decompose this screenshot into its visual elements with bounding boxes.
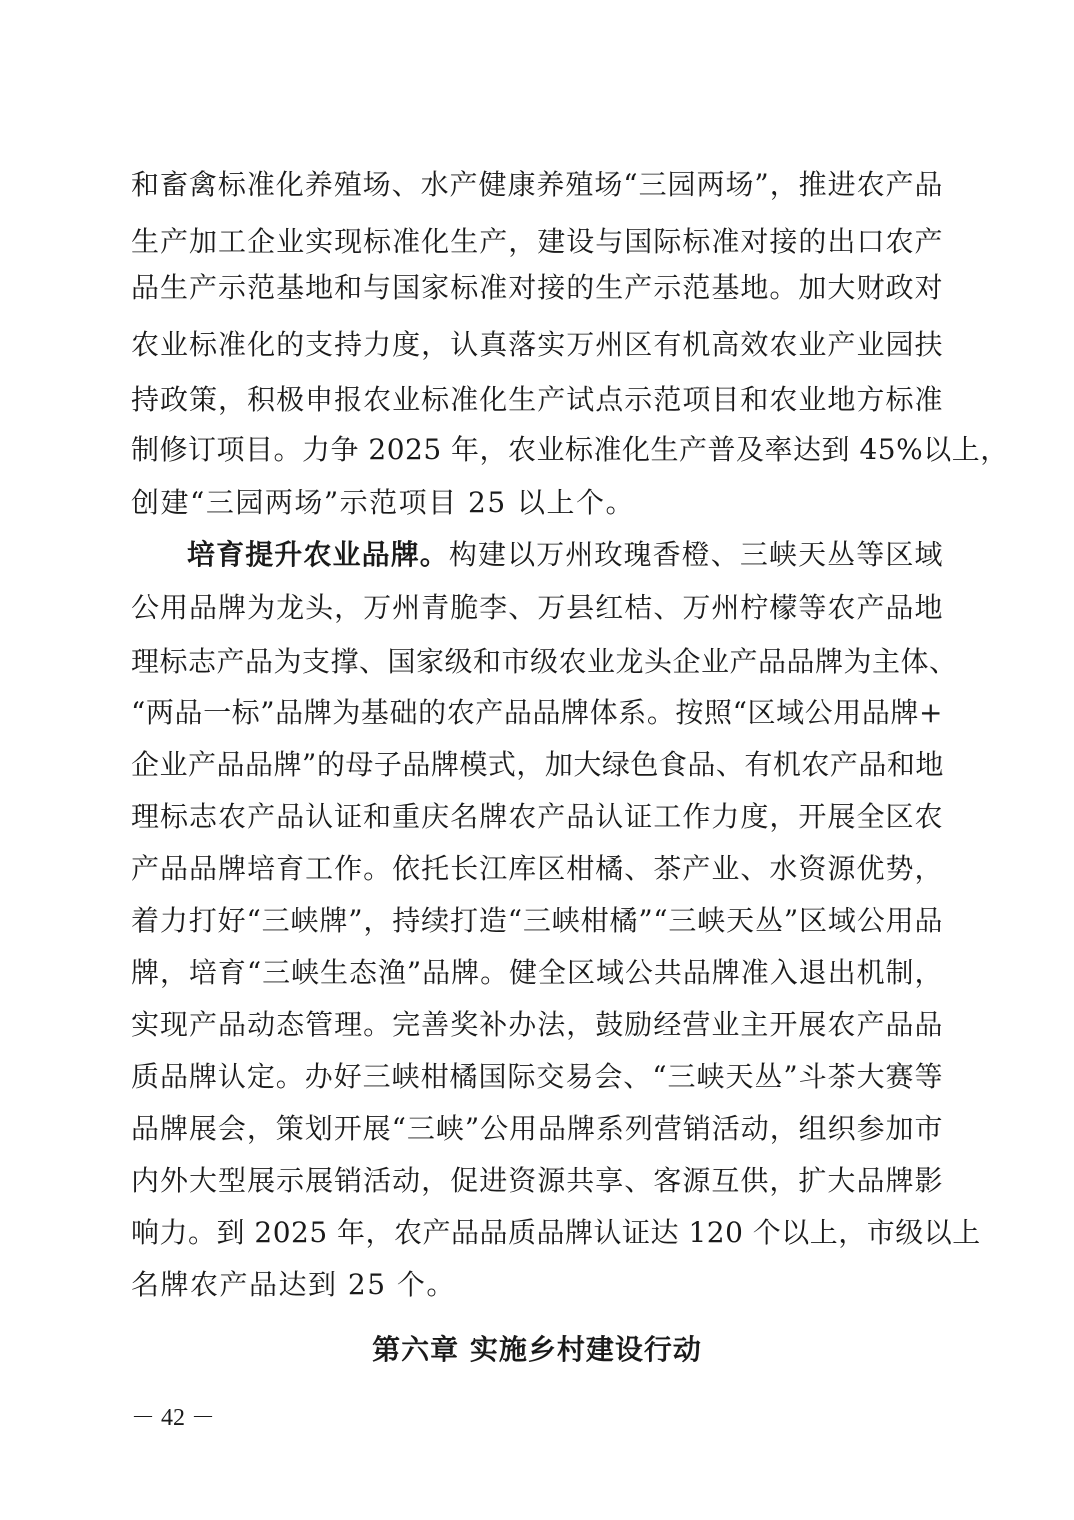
paragraph-line: 创建“三园两场”示范项目 25 以上个。 xyxy=(131,486,636,519)
paragraph-line: 品生产示范基地和与国家标准对接的生产示范基地。加大财政对 xyxy=(131,271,943,304)
paragraph-line: 理标志农产品认证和重庆名牌农产品认证工作力度，开展全区农 xyxy=(131,800,943,833)
paragraph-line: 品牌展会，策划开展“三峡”公用品牌系列营销活动，组织参加市 xyxy=(131,1112,943,1145)
paragraph-line: 制修订项目。力争 2025 年，农业标准化生产普及率达到 45%以上， xyxy=(131,433,1009,466)
paragraph-line: 响力。到 2025 年，农产品品质品牌认证达 120 个以上，市级以上 xyxy=(131,1216,981,1249)
paragraph-line: 实现产品动态管理。完善奖补办法，鼓励经营业主开展农产品品 xyxy=(131,1008,943,1041)
paragraph-line: 理标志产品为支撑、国家级和市级农业龙头企业产品品牌为主体、 xyxy=(131,645,958,678)
paragraph-line: 农业标准化的支持力度，认真落实万州区有机高效农业产业园扶 xyxy=(131,328,943,361)
paragraph-first-line xyxy=(187,535,943,575)
paragraph-line: 名牌农产品达到 25 个。 xyxy=(131,1268,456,1301)
paragraph-line: 生产加工企业实现标准化生产，建设与国际标准对接的出口农产 xyxy=(131,225,943,258)
paragraph-line: 企业产品品牌”的母子品牌模式，加大绿色食品、有机农产品和地 xyxy=(131,748,944,781)
paragraph-line: 内外大型展示展销活动，促进资源共享、客源互供，扩大品牌影 xyxy=(131,1164,943,1197)
paragraph-text: 构建以万州玫瑰香橙、三峡天丛等区域 xyxy=(448,538,943,571)
paragraph-line: 着力打好“三峡牌”，持续打造“三峡柑橘”“三峡天丛”区域公用品 xyxy=(131,904,943,937)
paragraph-line: 牌，培育“三峡生态渔”品牌。健全区域公共品牌准入退出机制， xyxy=(131,956,943,989)
paragraph-line: “两品一标”品牌为基础的农产品品牌体系。按照“区域公用品牌+ xyxy=(131,696,943,729)
paragraph-line: 产品品牌培育工作。依托长江库区柑橘、茶产业、水资源优势， xyxy=(131,852,943,885)
chapter-title: 第六章 实施乡村建设行动 xyxy=(372,1333,702,1366)
paragraph-line: 和畜禽标准化养殖场、水产健康养殖场“三园两场”，推进农产品 xyxy=(131,168,943,201)
paragraph-line: 持政策，积极申报农业标准化生产试点示范项目和农业地方标准 xyxy=(131,383,943,416)
page-number: － 42 － xyxy=(131,1405,215,1431)
paragraph-heading: 培育提升农业品牌。 xyxy=(187,538,449,571)
paragraph-line: 质品牌认定。办好三峡柑橘国际交易会、“三峡天丛”斗茶大赛等 xyxy=(131,1060,943,1093)
paragraph-line: 公用品牌为龙头，万州青脆李、万县红桔、万州柠檬等农产品地 xyxy=(131,591,943,624)
